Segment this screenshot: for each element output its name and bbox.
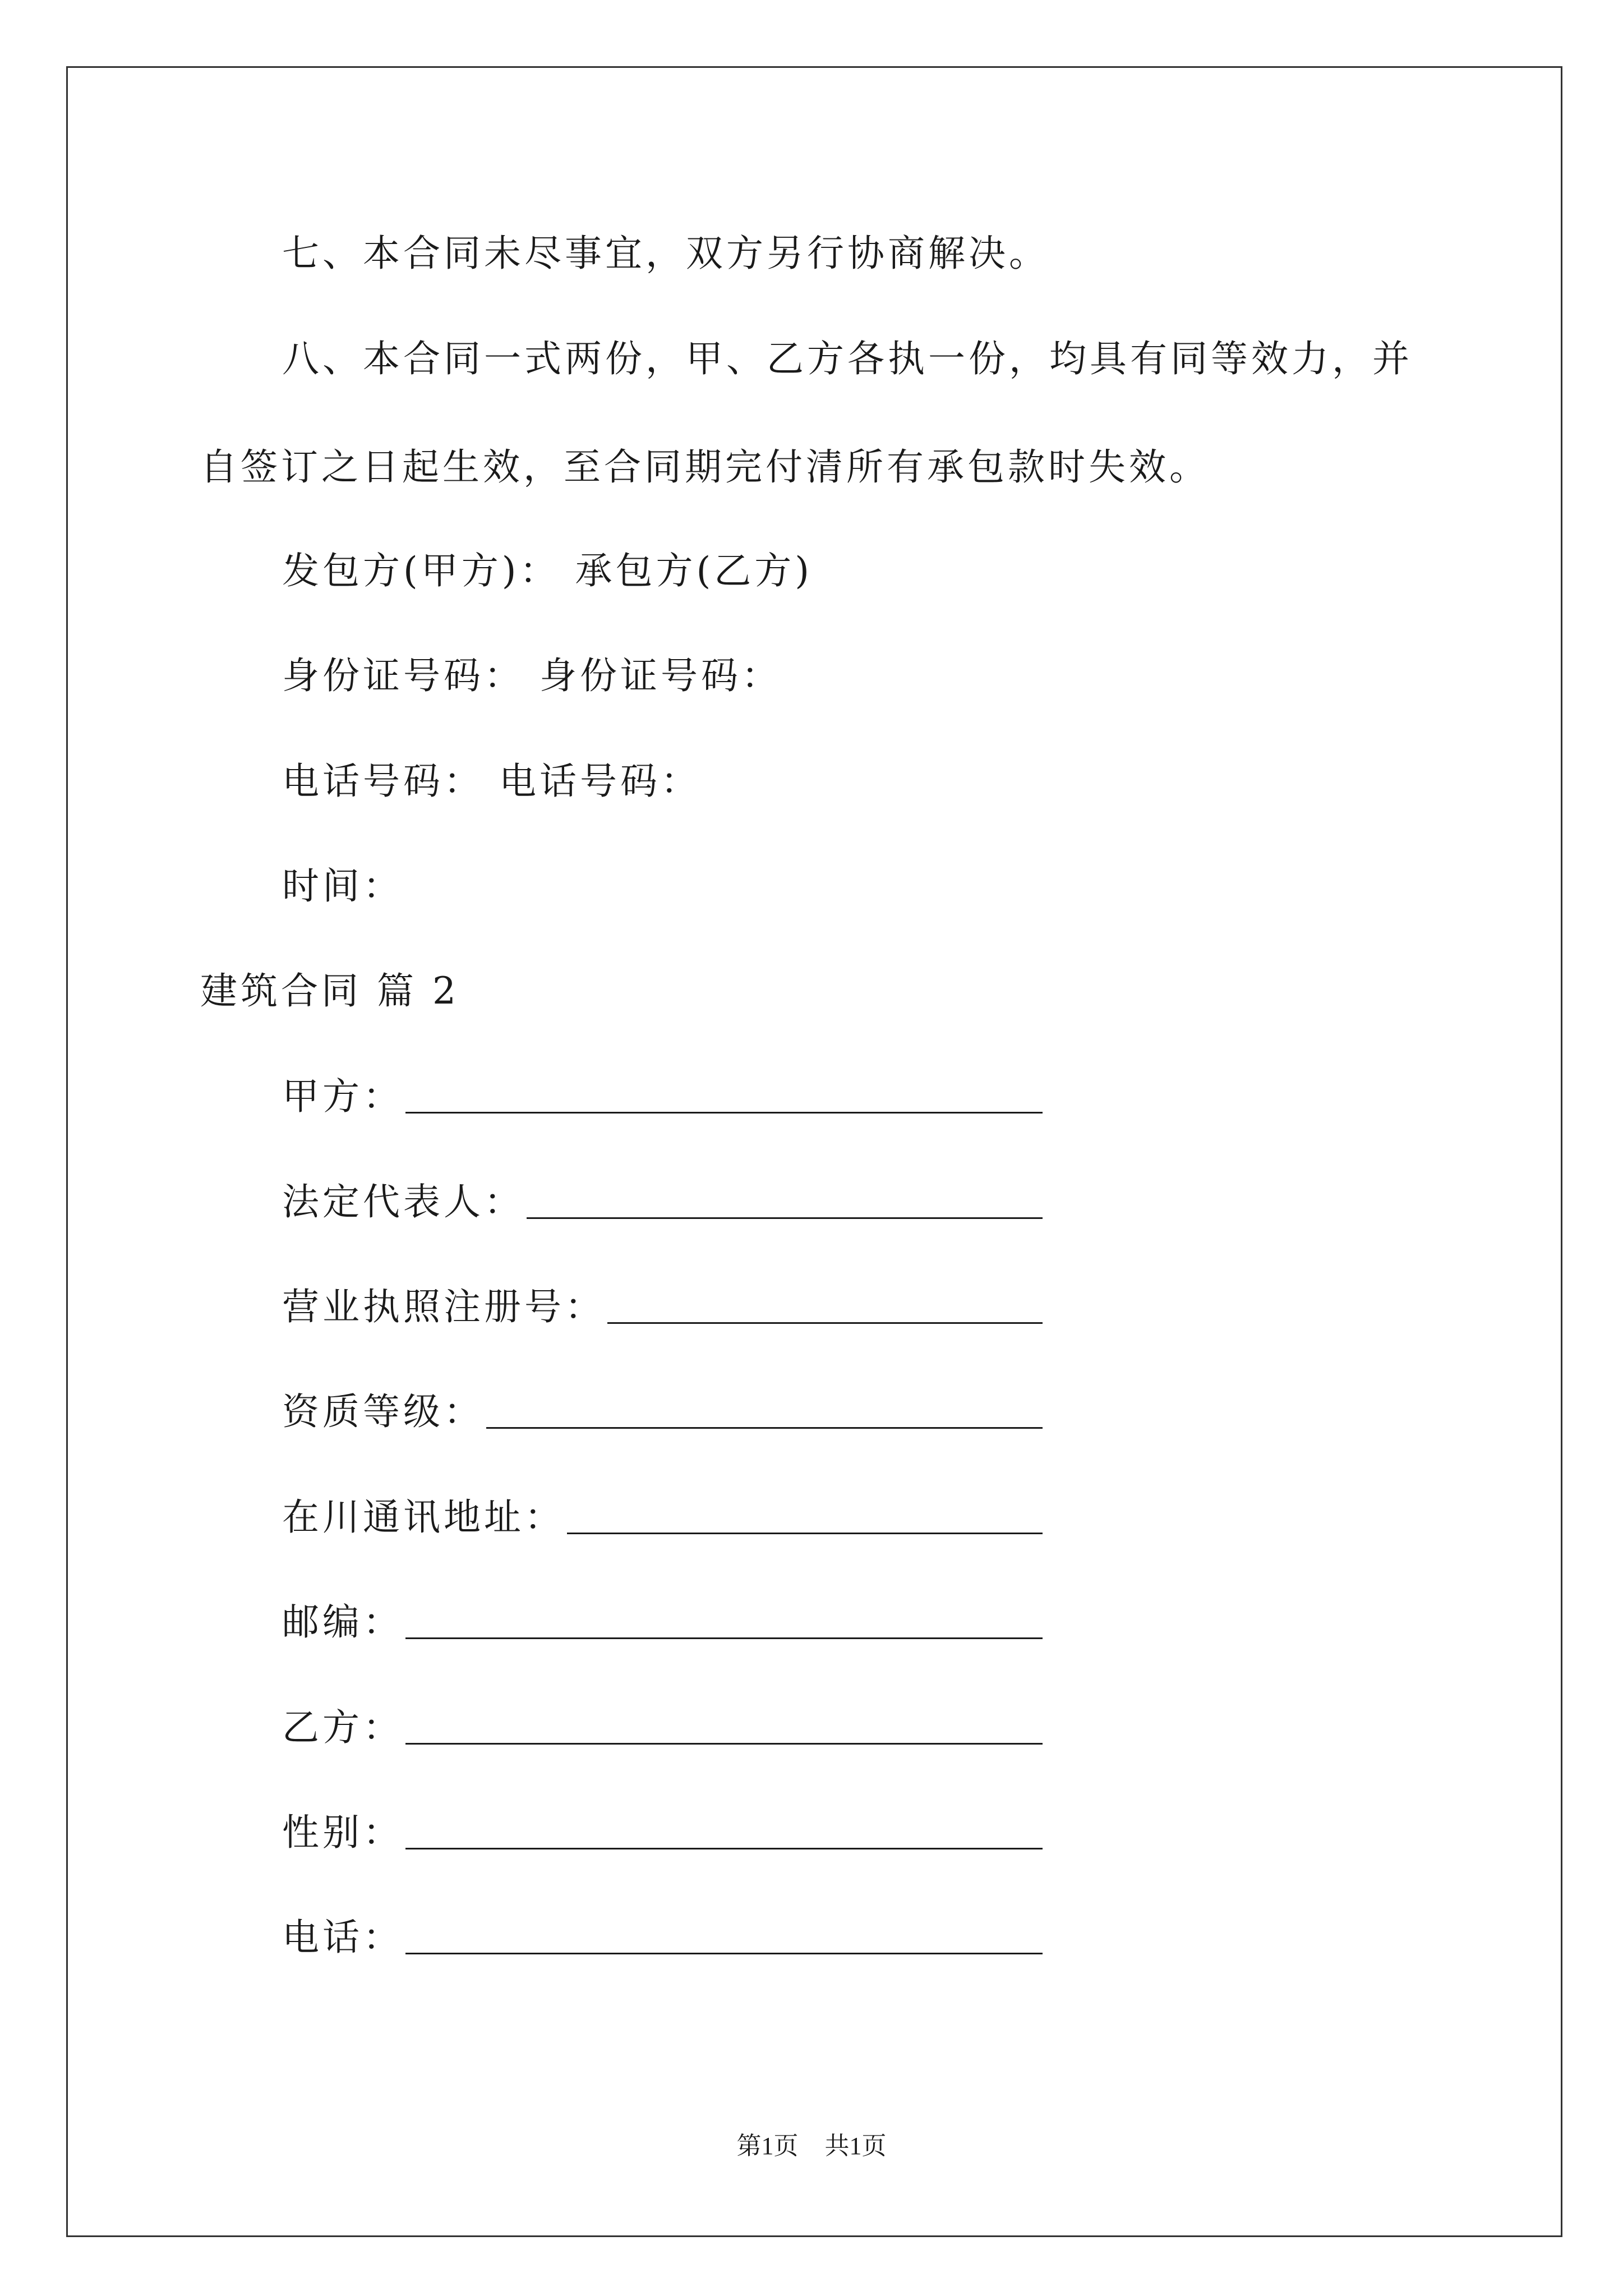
page-number-current: 第1页 [736, 2132, 799, 2160]
fill-in-line [405, 1953, 1043, 1954]
field-address [282, 1495, 1043, 1540]
fill-in-line [486, 1427, 1043, 1429]
field-label: 电话： [282, 1916, 403, 1959]
field-party-b [282, 1705, 1043, 1750]
field-label: 营业执照注册号： [282, 1285, 605, 1328]
page-border [66, 66, 1562, 2237]
field-label: 资质等级： [282, 1390, 484, 1433]
fill-in-line [405, 1743, 1043, 1745]
signature-parties: 发包方(甲方)： 承包方(乙方) [282, 549, 813, 592]
clause-8-line-1: 八、本合同一式两份，甲、乙方各执一份，均具有同等效力，并 [282, 337, 1413, 380]
field-qualification-level [282, 1389, 1043, 1434]
signature-time: 时间： [282, 864, 403, 908]
signature-phones: 电话号码： 电话号码： [282, 760, 701, 803]
field-label: 性别： [282, 1811, 403, 1854]
field-postcode [282, 1600, 1043, 1645]
field-legal-representative [282, 1180, 1043, 1225]
section-heading: 建筑合同 篇 2 [200, 969, 459, 1013]
field-label: 甲方： [282, 1075, 403, 1118]
field-party-a [282, 1074, 1043, 1119]
field-label: 法定代表人： [282, 1180, 524, 1223]
field-gender [282, 1810, 1043, 1855]
fill-in-line [527, 1217, 1043, 1219]
fill-in-line [405, 1112, 1043, 1114]
page-number-total: 共1页 [824, 2132, 887, 2160]
field-label: 乙方： [282, 1706, 403, 1749]
field-label: 邮编： [282, 1600, 403, 1644]
fill-in-line [405, 1637, 1043, 1639]
clause-7: 七、本合同未尽事宜，双方另行协商解决。 [282, 232, 1049, 275]
field-label: 在川通讯地址： [282, 1496, 565, 1539]
field-phone [282, 1915, 1043, 1960]
fill-in-line [567, 1533, 1043, 1534]
fill-in-line [405, 1848, 1043, 1849]
field-business-license [282, 1285, 1043, 1329]
fill-in-line [607, 1322, 1043, 1324]
signature-id-numbers: 身份证号码： 身份证号码： [282, 654, 782, 697]
clause-8-line-2: 自签订之日起生效，至合同期完付清所有承包款时失效。 [200, 445, 1210, 489]
page-footer [0, 2131, 1623, 2162]
